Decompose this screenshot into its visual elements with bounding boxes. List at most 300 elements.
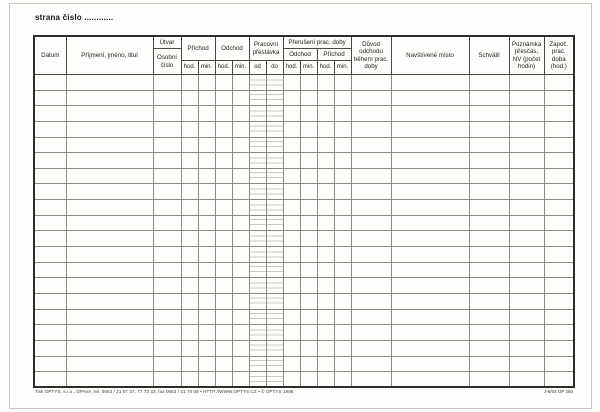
cell-prestavka-od <box>249 184 266 200</box>
cell-schvalil <box>469 168 509 184</box>
table-row <box>34 231 574 247</box>
cell-navstivene-misto <box>391 75 469 91</box>
cell-prichod-min <box>198 215 215 231</box>
cell-poznamka <box>509 75 544 91</box>
cell-odchod-hod <box>215 293 232 309</box>
cell-odchod-min <box>232 340 249 356</box>
cell-utvar <box>153 184 181 200</box>
cell-prijmeni <box>66 325 153 341</box>
cell-utvar <box>153 153 181 169</box>
table-row <box>34 293 574 309</box>
cell-navstivene-misto <box>391 309 469 325</box>
cell-utvar <box>153 106 181 122</box>
cell-prichod-hod <box>181 184 198 200</box>
cell-prestavka-do <box>266 325 283 341</box>
attendance-form-table <box>33 35 575 388</box>
cell-utvar <box>153 231 181 247</box>
table-row <box>34 325 574 341</box>
cell-prestavka-od <box>249 247 266 263</box>
cell-prestavka-od <box>249 325 266 341</box>
cell-prestavka-do <box>266 153 283 169</box>
cell-prichod-hod <box>181 106 198 122</box>
cell-odchod-min <box>232 247 249 263</box>
cell-schvalil <box>469 278 509 294</box>
cell-preruseni-odchod-min <box>300 372 317 388</box>
cell-prestavka-od <box>249 137 266 153</box>
cell-prichod-hod <box>181 168 198 184</box>
cell-preruseni-prichod-hod <box>317 247 334 263</box>
cell-schvalil <box>469 293 509 309</box>
cell-preruseni-odchod-min <box>300 293 317 309</box>
cell-poznamka <box>509 309 544 325</box>
cell-duvod <box>351 75 391 91</box>
cell-zapoc <box>544 372 574 388</box>
cell-schvalil <box>469 184 509 200</box>
cell-zapoc <box>544 356 574 372</box>
cell-preruseni-prichod-hod <box>317 90 334 106</box>
cell-prestavka-od <box>249 200 266 216</box>
cell-duvod <box>351 121 391 137</box>
cell-odchod-min <box>232 356 249 372</box>
header-prijmeni: Příjmení, jméno, titul <box>66 36 153 75</box>
cell-odchod-hod <box>215 340 232 356</box>
table-row <box>34 200 574 216</box>
table-row <box>34 372 574 388</box>
cell-prichod-hod <box>181 278 198 294</box>
header-schvalil: Schválil <box>469 36 509 75</box>
table-row <box>34 75 574 91</box>
cell-preruseni-odchod-hod <box>283 153 300 169</box>
cell-odchod-min <box>232 184 249 200</box>
cell-duvod <box>351 278 391 294</box>
cell-odchod-min <box>232 106 249 122</box>
cell-duvod <box>351 215 391 231</box>
cell-preruseni-odchod-hod <box>283 325 300 341</box>
cell-prijmeni <box>66 309 153 325</box>
printer-imprint: Tisk OPTYS, s.r.o., OPAVA, tel. 0653 / 21 57 37, 77 73 33, fax 0653 / 21 70 06 • HTTP://WWW.OPTYS.CZ • © OPTYS 1998 <box>35 389 294 394</box>
cell-prijmeni <box>66 356 153 372</box>
cell-prijmeni <box>66 168 153 184</box>
cell-utvar <box>153 293 181 309</box>
cell-preruseni-prichod-hod <box>317 293 334 309</box>
cell-preruseni-prichod-min <box>334 90 351 106</box>
cell-prijmeni <box>66 137 153 153</box>
table-body <box>34 75 574 388</box>
cell-duvod <box>351 168 391 184</box>
cell-utvar <box>153 247 181 263</box>
cell-zapoc <box>544 215 574 231</box>
cell-utvar <box>153 90 181 106</box>
cell-navstivene-misto <box>391 293 469 309</box>
cell-utvar <box>153 340 181 356</box>
cell-prestavka-do <box>266 106 283 122</box>
cell-poznamka <box>509 200 544 216</box>
cell-preruseni-prichod-min <box>334 231 351 247</box>
cell-prestavka-do <box>266 137 283 153</box>
cell-prestavka-do <box>266 90 283 106</box>
cell-odchod-min <box>232 168 249 184</box>
cell-odchod-hod <box>215 278 232 294</box>
cell-navstivene-misto <box>391 231 469 247</box>
cell-zapoc <box>544 153 574 169</box>
cell-prijmeni <box>66 106 153 122</box>
cell-datum <box>34 215 66 231</box>
cell-poznamka <box>509 121 544 137</box>
cell-prichod-hod <box>181 309 198 325</box>
cell-odchod-hod <box>215 184 232 200</box>
cell-poznamka <box>509 262 544 278</box>
cell-prichod-hod <box>181 293 198 309</box>
cell-odchod-hod <box>215 137 232 153</box>
cell-datum <box>34 262 66 278</box>
cell-prichod-min <box>198 325 215 341</box>
cell-preruseni-odchod-min <box>300 200 317 216</box>
cell-odchod-hod <box>215 200 232 216</box>
cell-duvod <box>351 137 391 153</box>
cell-preruseni-odchod-min <box>300 340 317 356</box>
cell-navstivene-misto <box>391 121 469 137</box>
cell-duvod <box>351 325 391 341</box>
cell-preruseni-prichod-min <box>334 372 351 388</box>
cell-prestavka-od <box>249 121 266 137</box>
cell-odchod-hod <box>215 106 232 122</box>
cell-preruseni-odchod-hod <box>283 184 300 200</box>
cell-schvalil <box>469 106 509 122</box>
cell-zapoc <box>544 184 574 200</box>
cell-prichod-hod <box>181 137 198 153</box>
header-preruseni-prac-doby: Přerušení prac. doby <box>283 36 351 49</box>
cell-prestavka-do <box>266 372 283 388</box>
cell-preruseni-odchod-min <box>300 231 317 247</box>
cell-poznamka <box>509 372 544 388</box>
cell-preruseni-prichod-hod <box>317 75 334 91</box>
table-row <box>34 262 574 278</box>
cell-prichod-hod <box>181 372 198 388</box>
cell-prijmeni <box>66 247 153 263</box>
cell-duvod <box>351 200 391 216</box>
cell-prijmeni <box>66 90 153 106</box>
table-row <box>34 215 574 231</box>
cell-preruseni-prichod-hod <box>317 184 334 200</box>
cell-poznamka <box>509 168 544 184</box>
cell-prestavka-od <box>249 372 266 388</box>
cell-schvalil <box>469 153 509 169</box>
header-preruseni-odchod: Odchod <box>283 49 317 61</box>
cell-prichod-min <box>198 356 215 372</box>
cell-odchod-hod <box>215 309 232 325</box>
cell-zapoc <box>544 231 574 247</box>
cell-poznamka <box>509 184 544 200</box>
cell-prichod-min <box>198 231 215 247</box>
cell-preruseni-odchod-hod <box>283 247 300 263</box>
cell-prijmeni <box>66 184 153 200</box>
table-row <box>34 106 574 122</box>
cell-navstivene-misto <box>391 372 469 388</box>
cell-preruseni-odchod-min <box>300 262 317 278</box>
cell-preruseni-prichod-hod <box>317 278 334 294</box>
cell-zapoc <box>544 247 574 263</box>
cell-prestavka-do <box>266 121 283 137</box>
cell-poznamka <box>509 247 544 263</box>
cell-duvod <box>351 153 391 169</box>
cell-preruseni-odchod-min <box>300 75 317 91</box>
cell-odchod-hod <box>215 153 232 169</box>
cell-prichod-hod <box>181 356 198 372</box>
cell-preruseni-prichod-min <box>334 168 351 184</box>
cell-prijmeni <box>66 121 153 137</box>
cell-datum <box>34 247 66 263</box>
cell-preruseni-prichod-hod <box>317 262 334 278</box>
form-code: J-6/04 OP 260 <box>544 389 573 394</box>
header-navstivene-misto: Navštívené místo <box>391 36 469 75</box>
cell-duvod <box>351 262 391 278</box>
cell-poznamka <box>509 137 544 153</box>
header-prestavka-do: do <box>266 61 283 75</box>
cell-navstivene-misto <box>391 340 469 356</box>
cell-preruseni-odchod-min <box>300 121 317 137</box>
cell-preruseni-odchod-min <box>300 215 317 231</box>
cell-poznamka <box>509 356 544 372</box>
cell-navstivene-misto <box>391 278 469 294</box>
cell-odchod-hod <box>215 215 232 231</box>
cell-prestavka-do <box>266 293 283 309</box>
cell-navstivene-misto <box>391 137 469 153</box>
cell-odchod-min <box>232 309 249 325</box>
header-zapoc-prac-doba: Započ. prac. doba (hod.) <box>544 36 574 75</box>
cell-preruseni-prichod-hod <box>317 121 334 137</box>
table-row <box>34 340 574 356</box>
table-row <box>34 184 574 200</box>
cell-prestavka-od <box>249 293 266 309</box>
cell-prichod-min <box>198 200 215 216</box>
header-prichod: Příchod <box>181 36 215 61</box>
cell-odchod-min <box>232 121 249 137</box>
cell-zapoc <box>544 90 574 106</box>
cell-odchod-min <box>232 325 249 341</box>
cell-preruseni-prichod-min <box>334 356 351 372</box>
cell-datum <box>34 121 66 137</box>
cell-prestavka-od <box>249 231 266 247</box>
cell-prijmeni <box>66 231 153 247</box>
cell-odchod-min <box>232 372 249 388</box>
cell-prichod-min <box>198 293 215 309</box>
table-row <box>34 309 574 325</box>
cell-prijmeni <box>66 278 153 294</box>
cell-zapoc <box>544 121 574 137</box>
cell-duvod <box>351 247 391 263</box>
cell-prichod-hod <box>181 215 198 231</box>
cell-odchod-min <box>232 75 249 91</box>
cell-prestavka-do <box>266 184 283 200</box>
cell-preruseni-prichod-min <box>334 200 351 216</box>
cell-odchod-min <box>232 231 249 247</box>
cell-datum <box>34 340 66 356</box>
cell-preruseni-prichod-hod <box>317 309 334 325</box>
cell-prijmeni <box>66 372 153 388</box>
cell-preruseni-prichod-min <box>334 247 351 263</box>
header-osobni-cislo: Osobní číslo <box>153 49 181 75</box>
cell-duvod <box>351 309 391 325</box>
cell-navstivene-misto <box>391 215 469 231</box>
cell-zapoc <box>544 137 574 153</box>
cell-preruseni-odchod-min <box>300 278 317 294</box>
cell-duvod <box>351 356 391 372</box>
cell-preruseni-prichod-hod <box>317 106 334 122</box>
table-row <box>34 90 574 106</box>
cell-zapoc <box>544 309 574 325</box>
cell-utvar <box>153 372 181 388</box>
cell-preruseni-odchod-hod <box>283 293 300 309</box>
cell-preruseni-odchod-min <box>300 247 317 263</box>
cell-odchod-min <box>232 293 249 309</box>
cell-schvalil <box>469 200 509 216</box>
cell-datum <box>34 309 66 325</box>
cell-navstivene-misto <box>391 106 469 122</box>
table-row <box>34 168 574 184</box>
cell-prichod-hod <box>181 340 198 356</box>
cell-odchod-hod <box>215 75 232 91</box>
cell-prijmeni <box>66 215 153 231</box>
cell-prestavka-od <box>249 106 266 122</box>
header-prestavka-od: od <box>249 61 266 75</box>
cell-schvalil <box>469 372 509 388</box>
cell-prestavka-do <box>266 356 283 372</box>
cell-odchod-min <box>232 278 249 294</box>
cell-preruseni-prichod-min <box>334 106 351 122</box>
table-row <box>34 356 574 372</box>
cell-prichod-hod <box>181 75 198 91</box>
cell-prestavka-od <box>249 309 266 325</box>
cell-preruseni-prichod-hod <box>317 215 334 231</box>
cell-poznamka <box>509 293 544 309</box>
cell-navstivene-misto <box>391 200 469 216</box>
cell-poznamka <box>509 278 544 294</box>
cell-preruseni-odchod-min <box>300 309 317 325</box>
cell-preruseni-prichod-min <box>334 340 351 356</box>
cell-prichod-min <box>198 106 215 122</box>
cell-prestavka-do <box>266 200 283 216</box>
cell-duvod <box>351 184 391 200</box>
cell-schvalil <box>469 340 509 356</box>
cell-prichod-hod <box>181 231 198 247</box>
cell-prestavka-od <box>249 340 266 356</box>
cell-datum <box>34 325 66 341</box>
cell-prestavka-do <box>266 340 283 356</box>
cell-utvar <box>153 168 181 184</box>
cell-odchod-hod <box>215 356 232 372</box>
cell-poznamka <box>509 106 544 122</box>
table-row <box>34 153 574 169</box>
cell-prichod-hod <box>181 200 198 216</box>
cell-preruseni-prichod-hod <box>317 137 334 153</box>
cell-odchod-hod <box>215 231 232 247</box>
cell-preruseni-odchod-min <box>300 153 317 169</box>
cell-utvar <box>153 356 181 372</box>
header-preruseni-prichod: Příchod <box>317 49 351 61</box>
cell-preruseni-odchod-hod <box>283 356 300 372</box>
cell-datum <box>34 90 66 106</box>
cell-odchod-min <box>232 215 249 231</box>
table-header <box>34 36 574 75</box>
cell-utvar <box>153 262 181 278</box>
header-odchod-hod: hod. <box>215 61 232 75</box>
cell-odchod-min <box>232 90 249 106</box>
cell-preruseni-odchod-min <box>300 184 317 200</box>
cell-datum <box>34 372 66 388</box>
cell-schvalil <box>469 325 509 341</box>
cell-utvar <box>153 75 181 91</box>
cell-prichod-min <box>198 121 215 137</box>
cell-preruseni-odchod-hod <box>283 309 300 325</box>
cell-prichod-min <box>198 137 215 153</box>
cell-preruseni-odchod-min <box>300 168 317 184</box>
cell-prijmeni <box>66 262 153 278</box>
cell-prestavka-do <box>266 278 283 294</box>
cell-utvar <box>153 200 181 216</box>
cell-prichod-min <box>198 75 215 91</box>
cell-prijmeni <box>66 293 153 309</box>
cell-prichod-hod <box>181 121 198 137</box>
cell-poznamka <box>509 340 544 356</box>
cell-prestavka-do <box>266 75 283 91</box>
cell-schvalil <box>469 356 509 372</box>
cell-prestavka-do <box>266 262 283 278</box>
page-title: strana číslo ............ <box>35 13 114 22</box>
cell-prichod-min <box>198 247 215 263</box>
cell-preruseni-prichod-min <box>334 137 351 153</box>
cell-prestavka-do <box>266 247 283 263</box>
cell-prichod-hod <box>181 153 198 169</box>
header-duvod-odchodu: Důvod odchodu během prac. doby <box>351 36 391 75</box>
cell-utvar <box>153 121 181 137</box>
table-row <box>34 121 574 137</box>
header-utvar: Útvar <box>153 36 181 49</box>
cell-odchod-min <box>232 137 249 153</box>
cell-duvod <box>351 106 391 122</box>
header-prichod-hod: hod. <box>181 61 198 75</box>
cell-preruseni-odchod-min <box>300 90 317 106</box>
cell-prichod-min <box>198 90 215 106</box>
cell-duvod <box>351 231 391 247</box>
cell-preruseni-odchod-hod <box>283 278 300 294</box>
cell-poznamka <box>509 231 544 247</box>
table-row <box>34 278 574 294</box>
cell-datum <box>34 184 66 200</box>
cell-prestavka-od <box>249 215 266 231</box>
cell-prichod-min <box>198 309 215 325</box>
cell-odchod-hod <box>215 372 232 388</box>
cell-preruseni-prichod-min <box>334 309 351 325</box>
cell-preruseni-odchod-hod <box>283 75 300 91</box>
cell-prestavka-do <box>266 231 283 247</box>
cell-zapoc <box>544 278 574 294</box>
cell-zapoc <box>544 340 574 356</box>
cell-datum <box>34 200 66 216</box>
cell-preruseni-odchod-hod <box>283 168 300 184</box>
cell-preruseni-odchod-hod <box>283 90 300 106</box>
cell-preruseni-prichod-min <box>334 325 351 341</box>
cell-datum <box>34 75 66 91</box>
cell-preruseni-odchod-min <box>300 137 317 153</box>
cell-preruseni-prichod-min <box>334 215 351 231</box>
cell-prijmeni <box>66 75 153 91</box>
cell-odchod-hod <box>215 168 232 184</box>
cell-preruseni-odchod-hod <box>283 262 300 278</box>
cell-prestavka-do <box>266 168 283 184</box>
cell-zapoc <box>544 75 574 91</box>
cell-navstivene-misto <box>391 356 469 372</box>
header-preruseni-odchod-hod: hod. <box>283 61 300 75</box>
